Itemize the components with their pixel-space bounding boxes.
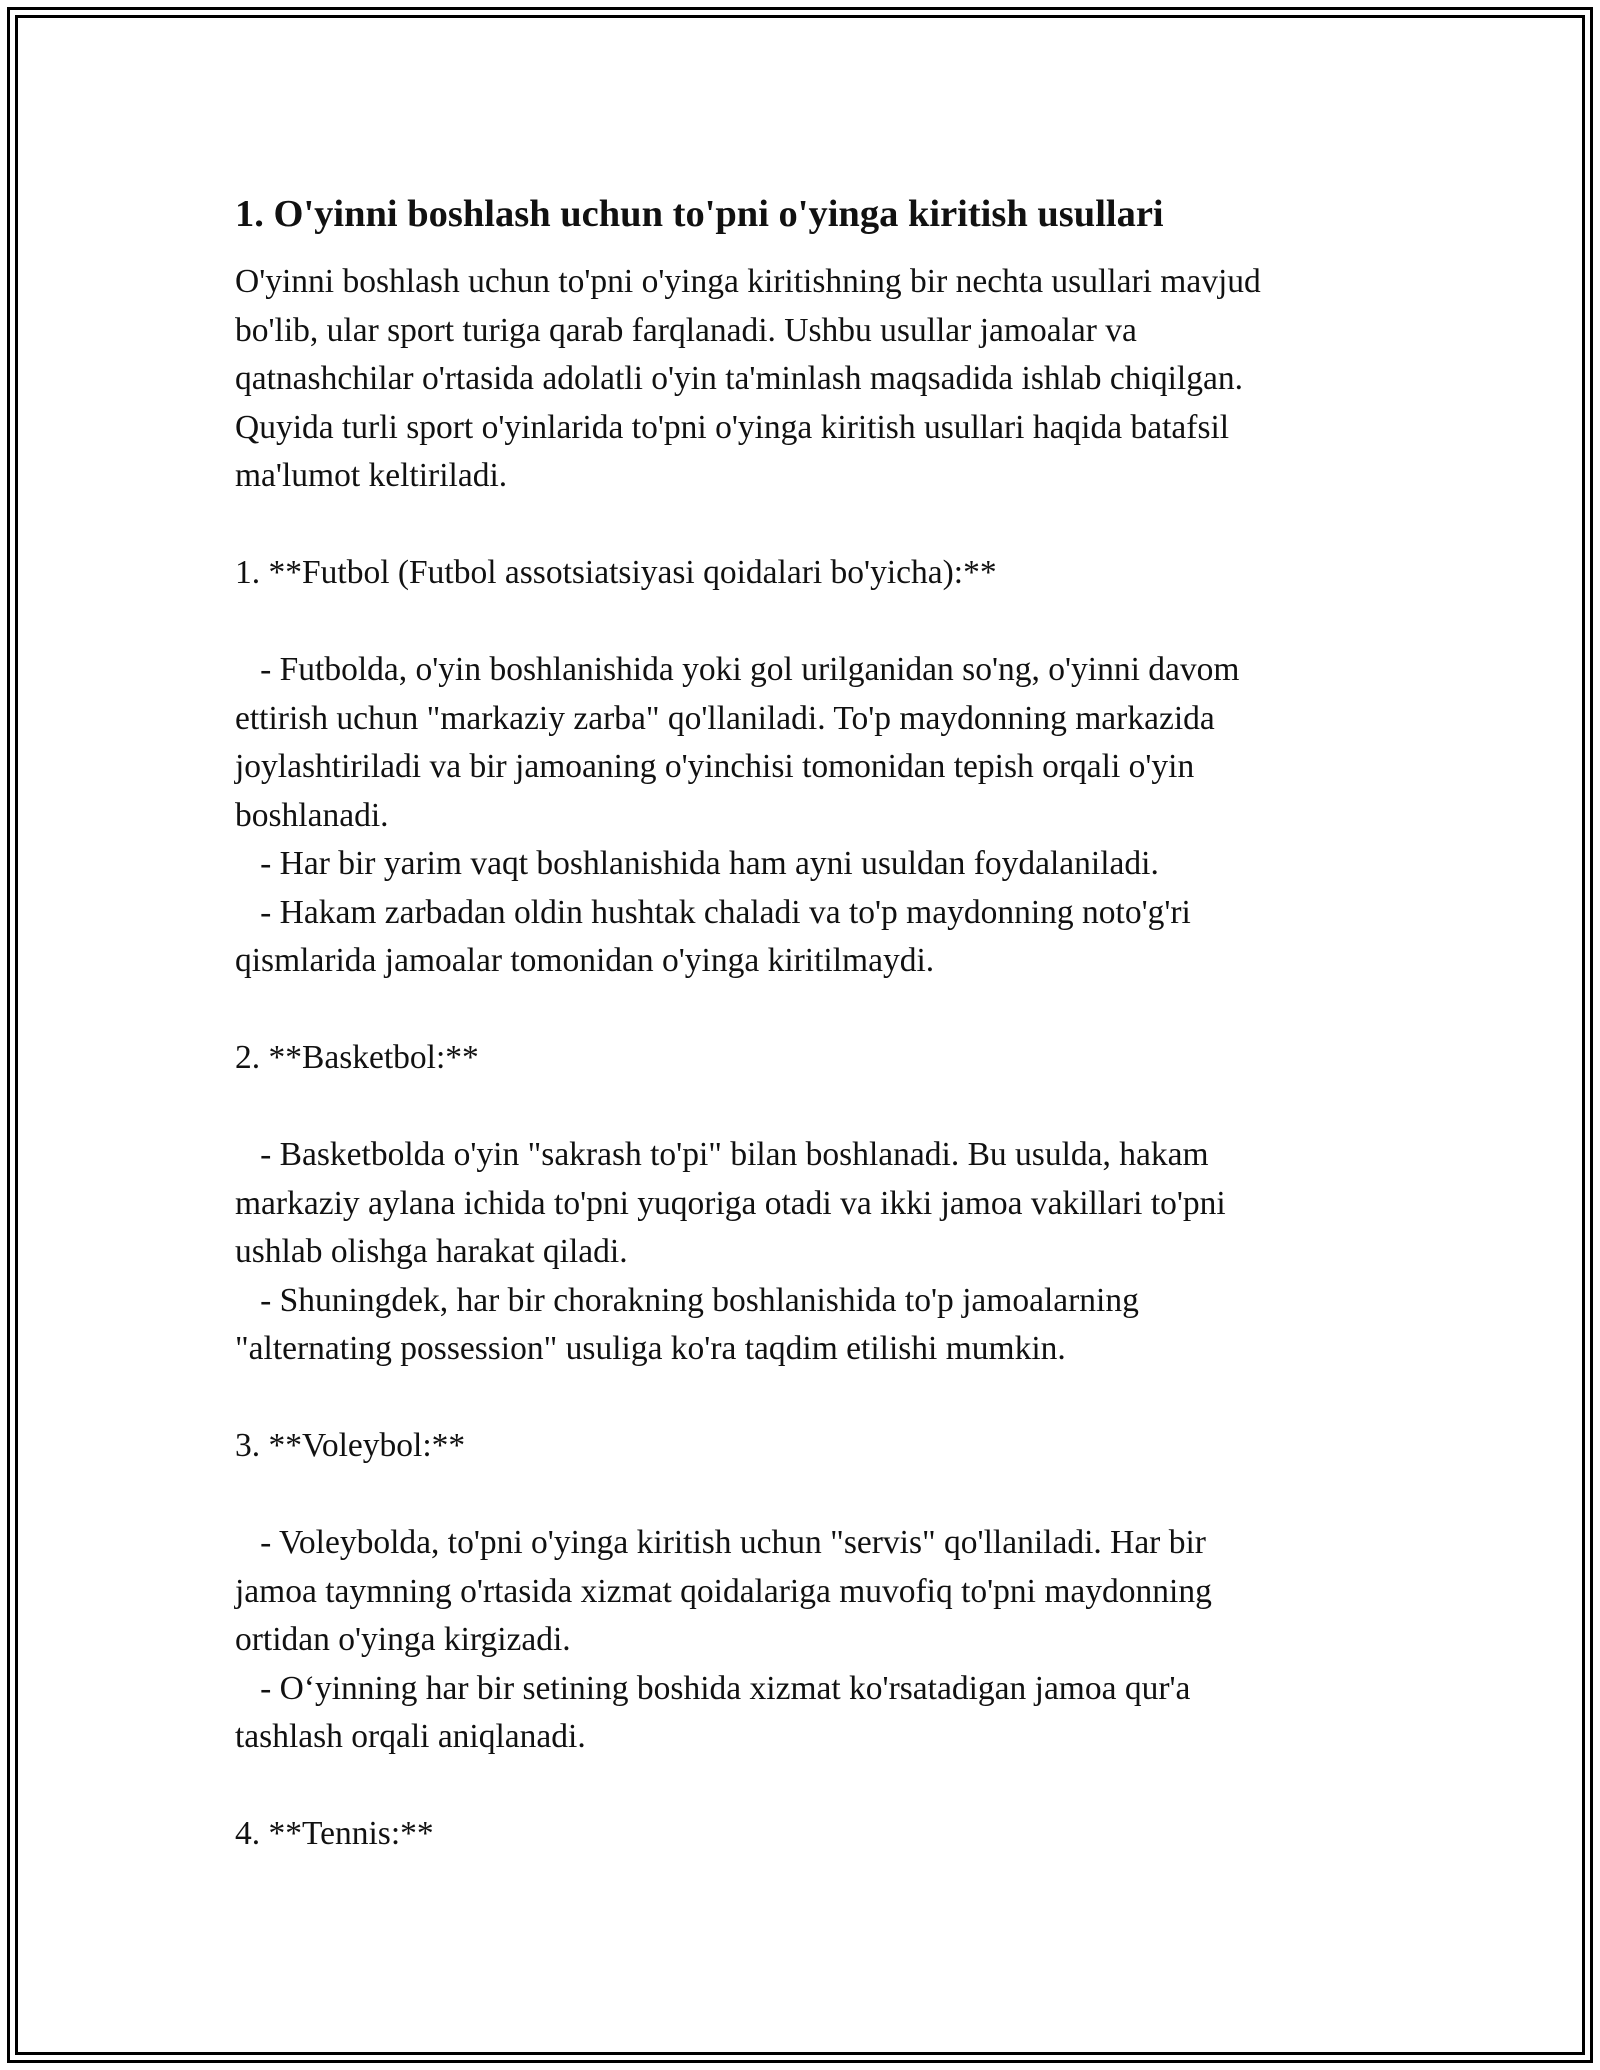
document-title: 1. O'yinni boshlash uchun to'pni o'yinga kiritish usullari <box>235 193 1164 235</box>
document-body: O'yinni boshlash uchun to'pni o'yinga kiritishning bir nechta usullari mavjud bo'lib, ular sport turiga qarab farqlanadi. Ushbu usullar jamoalar va qatnashchilar o'rtasida adolatli o'yin ta'minlash maqsadida ishlab chiqilgan. Quyida turli sport o'yinlarida to'pni o'yinga kiritish usullari haqida batafsil ma'lumot keltiriladi. 1. **Futbol (Futbol assotsiatsiyasi qoidalari bo'yicha):** - Futbolda, o'yin boshlanishida yoki gol urilganidan so'ng, o'yinni davom ettirish uchun "markaziy zarba" qo'llaniladi. To'p maydonning markazida joylashtiriladi va bir jamoaning o'yinchisi tomonidan tepish orqali o'yin boshlanadi. - Har bir yarim vaqt boshlanishida ham ayni usuldan foydalaniladi. - Hakam zarbadan oldin hushtak chaladi va to'p maydonning noto'g'ri qismlarida jamoalar tomonidan o'yinga kiritilmaydi. 2. **Basketbol:** - Basketbolda o'yin "sakrash to'pi" bilan boshlanadi. Bu usulda, hakam markaziy aylana ichida to'pni yuqoriga otadi va ikki jamoa vakillari to'pni ushlab olishga harakat qiladi. - Shuningdek, har bir chorakning boshlanishida to'p jamoalarning "alternating possession" usuliga ko'ra taqdim etilishi mumkin. 3. **Voleybol:** - Voleybolda, to'pni o'yinga kiritish uchun "servis" qo'llaniladi. Har bir jamoa taymning o'rtasida xizmat qoidalariga muvofiq to'pni maydonning ortidan o'yinga kirgizadi. - O‘yinning har bir setining boshida xizmat ko'rsatadigan jamoa qur'a tashlash orqali aniqlanadi. 4. **Tennis:** <box>235 263 1261 1852</box>
document-content <box>235 188 1375 1859</box>
